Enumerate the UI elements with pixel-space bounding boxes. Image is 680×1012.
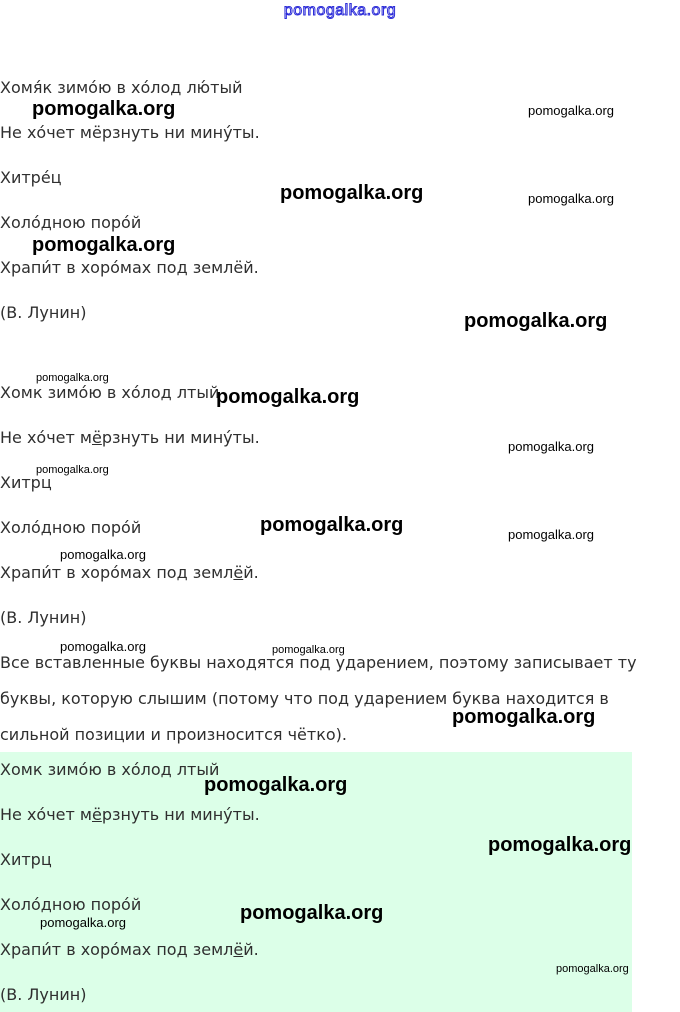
watermark: pomogalka.org bbox=[60, 639, 146, 654]
poem2-line-2-post: рзнуть ни мину́ты. bbox=[101, 428, 260, 447]
poem2-author: (В. Лунин) bbox=[0, 608, 87, 627]
watermark: pomogalka.org bbox=[260, 514, 404, 536]
poem1-line-1: Хомя́к зимо́ю в хо́лод лю́тый bbox=[0, 78, 243, 97]
watermark: pomogalka.org bbox=[240, 902, 384, 924]
poem3-author: (В. Лунин) bbox=[0, 985, 87, 1004]
poem3-line-3: Хитрц bbox=[0, 850, 52, 869]
poem3-line-2-pre: Не хо́чет м bbox=[0, 805, 92, 824]
watermark: pomogalka.org bbox=[556, 963, 629, 975]
poem1-line-4: Холо́дною поро́й bbox=[0, 213, 142, 232]
poem3-line-2 bbox=[0, 805, 260, 825]
watermark: pomogalka.org bbox=[36, 464, 109, 476]
watermark: pomogalka.org bbox=[508, 527, 594, 542]
explanation-text: Все вставленные буквы находятся под ударением, поэтому записывает ту буквы, которую слышим (потому что под ударением буква находится в сильной позиции и произносится чётко). bbox=[0, 653, 637, 744]
watermark: pomogalka.org bbox=[204, 774, 348, 796]
site-header-logo[interactable]: pomogalka.org bbox=[283, 2, 397, 19]
poem2-inserted-letter: ё bbox=[92, 428, 102, 447]
watermark: pomogalka.org bbox=[216, 386, 360, 408]
poem3-line-5-post: й. bbox=[243, 940, 259, 959]
watermark: pomogalka.org bbox=[280, 182, 424, 204]
poem2-line-2 bbox=[0, 428, 260, 448]
poem2-line-1: Хомк зимо́ю в хо́лод лтый bbox=[0, 383, 220, 402]
poem2-line-4: Холо́дною поро́й bbox=[0, 518, 142, 537]
poem1-line-3: Хитре́ц bbox=[0, 168, 62, 187]
watermark: pomogalka.org bbox=[464, 310, 608, 332]
poem1-line-2: Не хо́чет мёрзнуть ни мину́ты. bbox=[0, 123, 260, 142]
watermark: pomogalka.org bbox=[60, 547, 146, 562]
poem1-author: (В. Лунин) bbox=[0, 303, 87, 322]
poem3-line-4: Холо́дною поро́й bbox=[0, 895, 142, 914]
poem2-line-3: Хитрц bbox=[0, 473, 52, 492]
poem3-line-5-pre: Храпи́т в хоро́мах под земл bbox=[0, 940, 234, 959]
poem3-line-2-post: рзнуть ни мину́ты. bbox=[101, 805, 260, 824]
poem2-line-5-pre: Храпи́т в хоро́мах под земл bbox=[0, 563, 234, 582]
poem3-line-5 bbox=[0, 940, 259, 960]
watermark: pomogalka.org bbox=[272, 644, 345, 656]
watermark: pomogalka.org bbox=[508, 439, 594, 454]
watermark: pomogalka.org bbox=[488, 834, 632, 856]
poem3-line-1: Хомк зимо́ю в хо́лод лтый bbox=[0, 760, 220, 779]
poem1-line-5: Храпи́т в хоро́мах под землёй. bbox=[0, 258, 259, 277]
poem3-inserted-letter: ё bbox=[92, 805, 102, 824]
poem3-inserted-letter-2: ё bbox=[233, 940, 244, 959]
watermark: pomogalka.org bbox=[32, 98, 176, 120]
poem2-line-5 bbox=[0, 563, 259, 583]
watermark: pomogalka.org bbox=[40, 915, 126, 930]
poem2-line-5-post: й. bbox=[243, 563, 259, 582]
watermark: pomogalka.org bbox=[36, 372, 109, 384]
watermark: pomogalka.org bbox=[452, 706, 596, 728]
watermark: pomogalka.org bbox=[32, 234, 176, 256]
poem2-line-2-pre: Не хо́чет м bbox=[0, 428, 92, 447]
watermark: pomogalka.org bbox=[528, 191, 614, 206]
poem2-inserted-letter-2: ё bbox=[233, 563, 244, 582]
watermark: pomogalka.org bbox=[528, 103, 614, 118]
